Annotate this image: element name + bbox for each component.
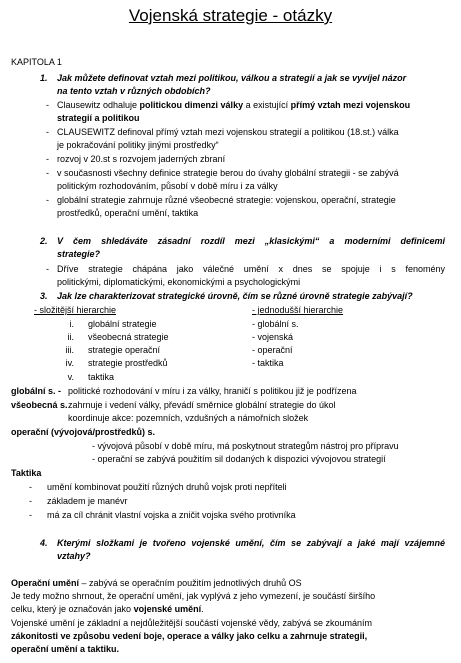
operational-strategy-label: operační (vývojová/prostředků) s. bbox=[11, 427, 156, 437]
tactics-item: základem je manévr bbox=[47, 496, 128, 506]
q4-paragraph-line1: Je tedy možno shrnout, že operační umění, jak vyplývá z jeho vymezení, je součástí širšího bbox=[11, 591, 376, 601]
level-right-item: - globální s. bbox=[252, 319, 299, 329]
q4-number: 4. bbox=[40, 538, 48, 548]
level-left-item: strategie prostředků bbox=[88, 358, 168, 368]
q1-text-line2: na tento vztah v různých obdobích? bbox=[57, 86, 211, 96]
global-strategy-label: globální s. - bbox=[11, 386, 62, 396]
q2-bullet1-line2: politickými, diplomatickými, ekonomickými a psychologickými bbox=[57, 277, 301, 287]
level-numeral: v. bbox=[67, 372, 74, 382]
q2-bullet1-line1: Dříve strategie chápána jako válečné umění x dnes se spojuje i s fenomény bbox=[57, 264, 445, 274]
bullet-dash: - bbox=[46, 264, 49, 274]
page-title: Vojenská strategie - otázky bbox=[128, 6, 333, 25]
q2-number: 2. bbox=[40, 236, 48, 246]
level-right-item: - taktika bbox=[252, 358, 284, 368]
q2-text-line2: strategie? bbox=[57, 249, 101, 259]
bullet-dash: - bbox=[46, 127, 49, 137]
q4-paragraph-line2: celku, který je označován jako vojenské umění. bbox=[11, 604, 204, 614]
q1-bullet5-line1: globální strategie zahrnuje různé všeobecné strategie: vojenskou, operační, strategie bbox=[57, 195, 396, 205]
general-strategy-desc-line1: zahrnuje i vedení války, převádí směrnice globální strategie do úkol bbox=[68, 400, 336, 410]
bullet-dash: - bbox=[46, 195, 49, 205]
q1-bullet5-line2: prostředků, operační umění, taktika bbox=[57, 208, 199, 218]
q1-text-line1: Jak můžete definovat vztah mezi politikou, válkou a strategií a jak se vyvíjel názor bbox=[57, 73, 407, 83]
tactics-item: má za cíl chránit vlastní vojska a zničit vojska svého protivníka bbox=[47, 510, 296, 520]
level-right-item: - operační bbox=[252, 345, 293, 355]
bullet-dash: - bbox=[46, 154, 49, 164]
operational-strategy-point2: - operační se zabývá použitím sil dodaných k dispozici vývojovou strategií bbox=[92, 454, 386, 464]
general-strategy-label: všeobecná s. bbox=[11, 400, 68, 410]
q4-paragraph-line3: Vojenské umění je základní a nejdůležitější součástí vojenské vědy, zabývá se zkoumáním bbox=[11, 618, 373, 628]
q4-paragraph-line5: operační umění a taktiku. bbox=[11, 644, 120, 654]
q3-simple-hierarchy-heading: - jednodušší hierarchie bbox=[252, 305, 344, 315]
chapter-label: KAPITOLA 1 bbox=[11, 57, 62, 67]
bullet-dash: - bbox=[29, 510, 32, 520]
q4-paragraph-line4: zákonitosti ve způsobu vedení boje, operace a války jako celku a zahrnuje strategii, bbox=[11, 631, 368, 641]
bullet-dash: - bbox=[29, 482, 32, 492]
q1-bullet1-line1: Clausewitz odhaluje politickou dimenzi války a existující přímý vztah mezi vojenskou bbox=[57, 100, 411, 110]
level-left-item: strategie operační bbox=[88, 345, 161, 355]
level-numeral: ii. bbox=[67, 332, 74, 342]
tactics-item: umění kombinovat použití různých druhů vojsk proti nepříteli bbox=[47, 482, 287, 492]
global-strategy-desc: politické rozhodování v míru i za války, hraničí s politikou již je podřízena bbox=[68, 386, 357, 396]
operational-strategy-point1: - vývojová působí v době míru, má poskytnout strategům nástroj pro přípravu bbox=[92, 441, 399, 451]
operational-art-line: Operační umění – zabývá se operačním použitím jednotlivých druhů OS bbox=[11, 578, 302, 588]
q4-text-line2: vztahy? bbox=[57, 551, 91, 561]
level-numeral: iv. bbox=[65, 358, 74, 368]
q1-bullet4-line1: v současnosti všechny definice strategie berou do úvahy globální strategii - se zabývá bbox=[57, 168, 399, 178]
level-numeral: iii. bbox=[65, 345, 74, 355]
level-numeral: i. bbox=[69, 319, 74, 329]
q1-bullet2-line1: CLAUSEWITZ definoval přímý vztah mezi vojenskou strategií a politikou (18.st.) válka bbox=[57, 127, 399, 137]
level-left-item: globální strategie bbox=[88, 319, 157, 329]
level-left-item: taktika bbox=[88, 372, 115, 382]
q1-bullet4-line2: politickým rozhodováním, působí v době míru i za války bbox=[57, 181, 278, 191]
q3-number: 3. bbox=[40, 291, 48, 301]
q1-bullet1-line2: strategií a politikou bbox=[57, 113, 140, 123]
q1-number: 1. bbox=[40, 73, 48, 83]
q1-bullet2-line2: je pokračování politiky jinými prostředky“ bbox=[57, 140, 219, 150]
q4-text-line1: Kterými složkami je tvořeno vojenské umění, čím se zabývají a jaké mají vzájemné bbox=[57, 538, 445, 548]
tactics-label: Taktika bbox=[11, 468, 42, 478]
q3-complex-hierarchy-heading: - složitější hierarchie bbox=[34, 305, 117, 315]
q2-text-line1: V čem shledáváte zásadní rozdíl mezi „klasickými“ a moderními definicemi bbox=[57, 236, 445, 246]
general-strategy-desc-line2: koordinuje akce: pozemních, vzdušných a námořních složek bbox=[68, 413, 309, 423]
bullet-dash: - bbox=[29, 496, 32, 506]
bullet-dash: - bbox=[46, 168, 49, 178]
bullet-dash: - bbox=[46, 100, 49, 110]
q1-bullet3: rozvoj v 20.st s rozvojem jaderných zbraní bbox=[57, 154, 226, 164]
q3-text: Jak lze charakterizovat strategické úrovně, čím se různé úrovně strategie zabývají? bbox=[57, 291, 413, 301]
level-right-item: - vojenská bbox=[252, 332, 294, 342]
level-left-item: všeobecná strategie bbox=[88, 332, 169, 342]
